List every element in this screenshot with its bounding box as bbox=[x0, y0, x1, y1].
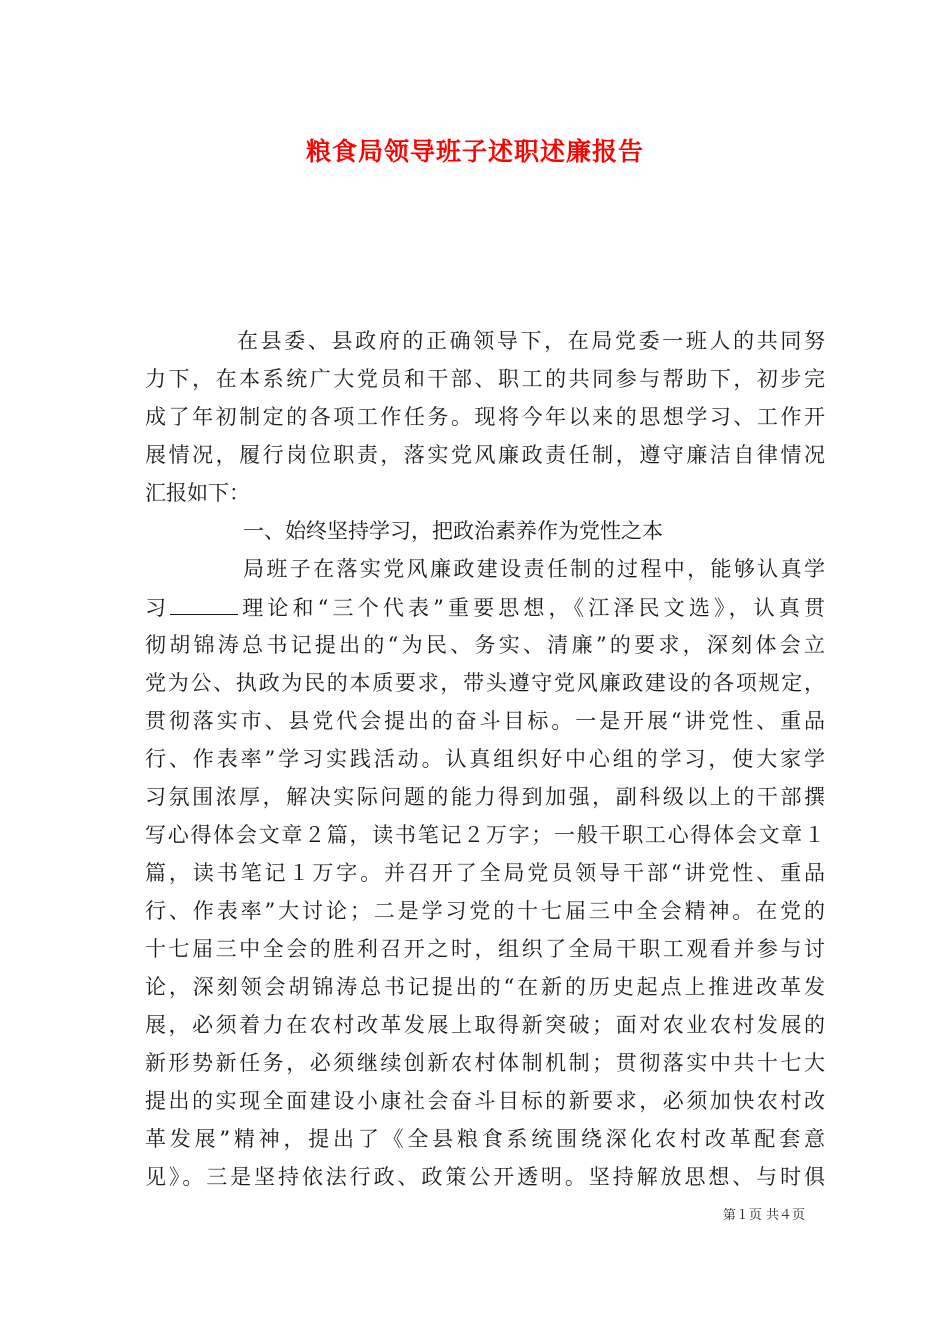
section-heading: 一、始终坚持学习，把政治素养作为党性之本 bbox=[243, 519, 663, 543]
intro-line: 力下，在本系统广大党员和干部、职工的共同参与帮助下，初步完 bbox=[145, 367, 825, 391]
paragraph-line: 论，深刻领会胡锦涛总书记提出的“在新的历史起点上推进改革发 bbox=[145, 975, 825, 999]
paragraph-line: 十七届三中全会的胜利召开之时，组织了全局干职工观看并参与讨 bbox=[145, 937, 825, 961]
paragraph-line: 展，必须着力在农村改革发展上取得新突破；面对农业农村发展的 bbox=[145, 1013, 825, 1037]
page-footer: 第１页 共４页 bbox=[722, 1208, 805, 1223]
paragraph-line: 习氛围浓厚，解决实际问题的能力得到加强，副科级以上的干部撰 bbox=[145, 785, 825, 809]
paragraph-line: 贯彻落实市、县党代会提出的奋斗目标。一是开展“讲党性、重品 bbox=[145, 709, 825, 733]
paragraph-line: 新形势新任务，必须继续创新农村体制机制；贯彻落实中共十七大 bbox=[145, 1051, 825, 1075]
intro-line: 在县委、县政府的正确领导下，在局党委一班人的共同努 bbox=[237, 329, 825, 353]
paragraph-line: 提出的实现全面建设小康社会奋斗目标的新要求，必须加快农村改 bbox=[145, 1089, 825, 1113]
intro-line: 汇报如下： bbox=[145, 481, 250, 505]
paragraph-text: 习 bbox=[145, 596, 171, 620]
intro-line: 展情况，履行岗位职责，落实党风廉政责任制，遵守廉洁自律情况 bbox=[145, 443, 825, 467]
paragraph-text: 理论和“三个代表”重要思想，《江泽民文选》，认真贯 bbox=[238, 596, 825, 620]
paragraph-line: 党为公、执政为民的本质要求，带头遵守党风廉政建设的各项规定， bbox=[145, 671, 825, 695]
document-title: 粮食局领导班子述职述廉报告 bbox=[305, 137, 644, 166]
intro-line: 成了年初制定的各项工作任务。现将今年以来的思想学习、工作开 bbox=[145, 405, 825, 429]
redacted-blank bbox=[170, 588, 238, 615]
paragraph-line-with-blank bbox=[145, 588, 825, 626]
paragraph-line: 见》。三是坚持依法行政、政策公开透明。坚持解放思想、与时俱 bbox=[145, 1165, 825, 1189]
paragraph-line: 革发展”精神，提出了《全县粮食系统围绕深化农村改革配套意 bbox=[145, 1127, 825, 1151]
paragraph-line: 写心得体会文章２篇，读书笔记２万字；一般干职工心得体会文章１ bbox=[145, 823, 825, 847]
paragraph-line: 彻胡锦涛总书记提出的“为民、务实、清廉”的要求，深刻体会立 bbox=[145, 633, 825, 657]
paragraph-line: 篇，读书笔记１万字。并召开了全局党员领导干部“讲党性、重品 bbox=[145, 861, 825, 885]
paragraph-line: 行、作表率”学习实践活动。认真组织好中心组的学习，使大家学 bbox=[145, 747, 825, 771]
paragraph-line: 行、作表率”大讨论；二是学习党的十七届三中全会精神。在党的 bbox=[145, 899, 825, 923]
paragraph-line: 局班子在落实党风廉政建设责任制的过程中，能够认真学 bbox=[243, 557, 825, 581]
document-body bbox=[145, 322, 825, 1196]
